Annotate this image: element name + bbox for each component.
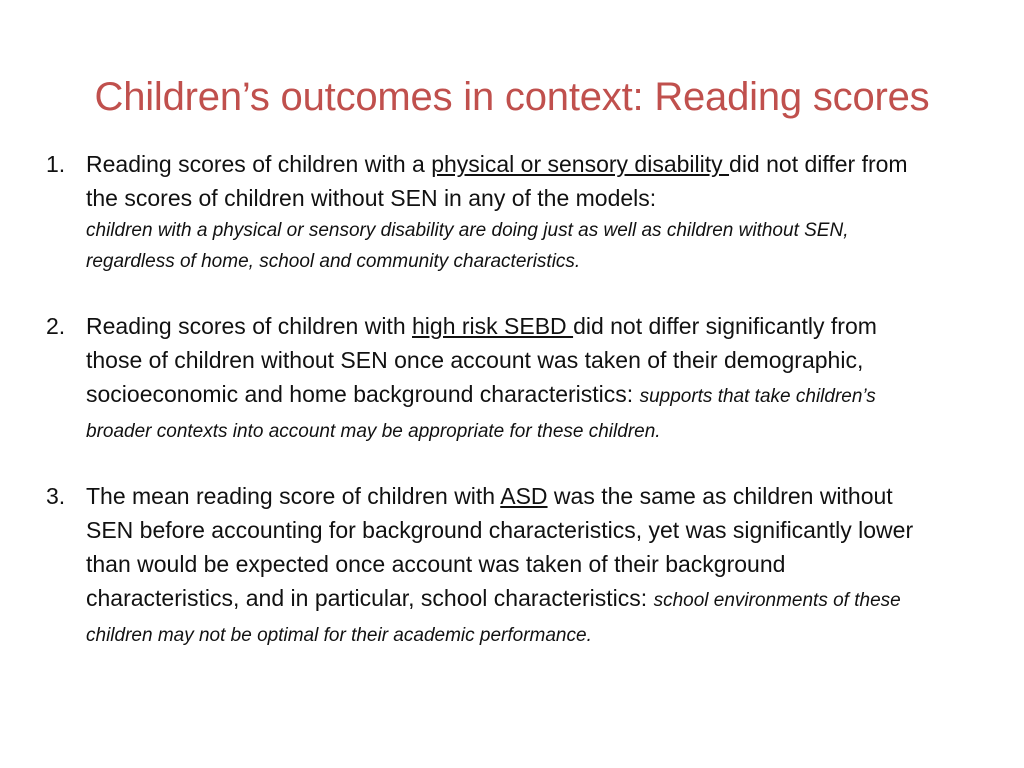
item-text-after: did not differ significantly from those of children without SEN once account was taken of their demographic, socioeconomic and home background characteristics: xyxy=(86,313,877,407)
slide-title: Children’s outcomes in context: Reading scores xyxy=(94,75,930,119)
item-italic-note: supports that take children’s broader contexts into account may be appropriate for these children. xyxy=(86,386,876,442)
item-number: 3. xyxy=(46,483,66,509)
item-underlined-term: high risk SEBD xyxy=(412,313,574,339)
item-italic-note: school environments of these children may not be optimal for their academic performance. xyxy=(86,590,901,646)
list-item xyxy=(46,147,926,277)
item-text-after: was the same as children without SEN before accounting for background characteristics, yet was significantly lower than would be expected once account was taken of their background characteristics, and in particular, school characteristics: xyxy=(86,483,914,611)
item-underlined-term: physical or sensory disability xyxy=(431,151,730,177)
findings-list xyxy=(46,147,926,651)
list-item xyxy=(46,309,926,447)
item-underlined-term: ASD xyxy=(500,483,548,509)
item-italic-note: children with a physical or sensory disability are doing just as well as children without SEN, regardless of home, school and community characteristics. xyxy=(86,220,849,272)
item-text-before: Reading scores of children with xyxy=(86,313,412,339)
item-text-before: Reading scores of children with a xyxy=(86,151,432,177)
item-number: 1. xyxy=(46,151,66,177)
list-item xyxy=(46,479,926,651)
item-text-after: did not differ from the scores of children without SEN in any of the models: xyxy=(86,151,908,211)
item-text-before: The mean reading score of children with xyxy=(86,483,501,509)
item-number: 2. xyxy=(46,313,66,339)
